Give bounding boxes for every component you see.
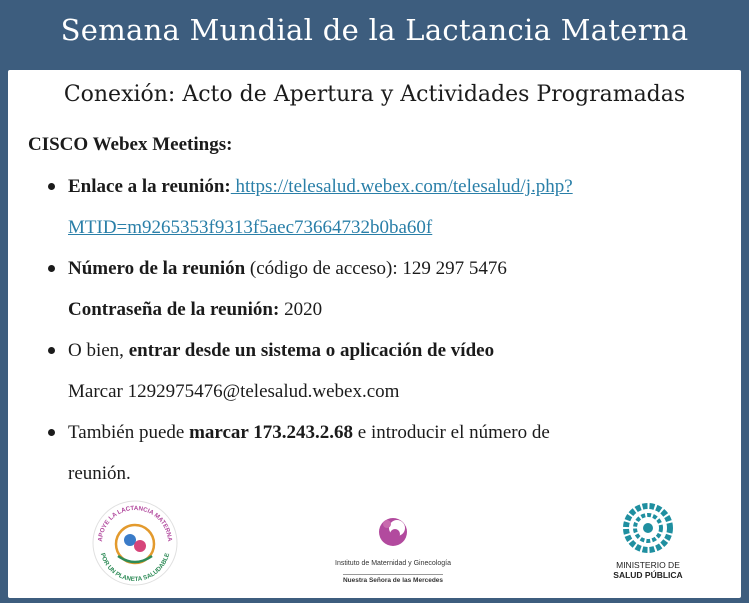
ministerio-emblem-icon bbox=[620, 500, 676, 556]
list-item-link bbox=[46, 166, 726, 207]
ministerio-logo bbox=[598, 500, 698, 588]
instituto-line2: Nuestra Señora de las Mercedes bbox=[343, 574, 443, 584]
ip-suffix: e introducir el número de bbox=[353, 422, 550, 443]
password-label: Contraseña de la reunión: bbox=[68, 299, 280, 320]
list-item-password bbox=[46, 289, 726, 330]
ip-bold: marcar 173.243.2.68 bbox=[189, 422, 354, 443]
ministerio-line1: MINISTERIO DE bbox=[616, 560, 680, 570]
meeting-number-value: 129 297 5476 bbox=[402, 258, 507, 279]
meeting-number-hint: (código de acceso): bbox=[245, 258, 403, 279]
video-bold: entrar desde un sistema o aplicación de vídeo bbox=[128, 340, 495, 361]
instituto-line1: Instituto de Maternidad y Ginecología bbox=[335, 560, 451, 567]
list-item-video bbox=[46, 330, 726, 371]
lactancia-ring-top: APOYE LA LACTANCIA MATERNA bbox=[96, 504, 174, 542]
logos-row bbox=[8, 498, 741, 590]
subtitle: Conexión: Acto de Apertura y Actividades Programadas bbox=[63, 82, 686, 107]
ip-prefix: También puede bbox=[68, 422, 190, 443]
list-item-meeting-number bbox=[46, 248, 726, 289]
meeting-link-cont[interactable]: MTID=m9265353f9313f5aec73664732b0ba60f bbox=[68, 217, 433, 238]
page-title: Semana Mundial de la Lactancia Materna bbox=[60, 13, 689, 47]
meeting-number-label: Número de la reunión bbox=[68, 258, 246, 279]
instructions-list bbox=[46, 166, 726, 494]
password-value: 2020 bbox=[279, 299, 323, 320]
lactancia-ring-bottom: POR UN PLANETA SALUDABLE bbox=[98, 552, 172, 584]
content-card bbox=[8, 70, 741, 598]
instituto-logo bbox=[328, 512, 458, 582]
list-item-dial bbox=[46, 371, 726, 412]
list-item-link-cont bbox=[46, 207, 726, 248]
ministerio-line2: SALUD PÚBLICA bbox=[613, 570, 683, 580]
header-banner bbox=[0, 0, 749, 60]
list-item-ip-cont bbox=[46, 453, 726, 494]
list-item-ip bbox=[46, 412, 726, 453]
link-label: Enlace a la reunión: bbox=[68, 176, 231, 197]
instituto-emblem-icon bbox=[373, 512, 413, 552]
dial-text: Marcar 1292975476@telesalud.webex.com bbox=[68, 381, 400, 402]
section-title: CISCO Webex Meetings: bbox=[28, 134, 233, 155]
meeting-link[interactable]: https://telesalud.webex.com/telesalud/j.php? bbox=[230, 176, 573, 197]
lactancia-logo bbox=[90, 498, 180, 588]
ip-line2: reunión. bbox=[68, 463, 131, 484]
video-prefix: O bien, bbox=[68, 340, 129, 361]
